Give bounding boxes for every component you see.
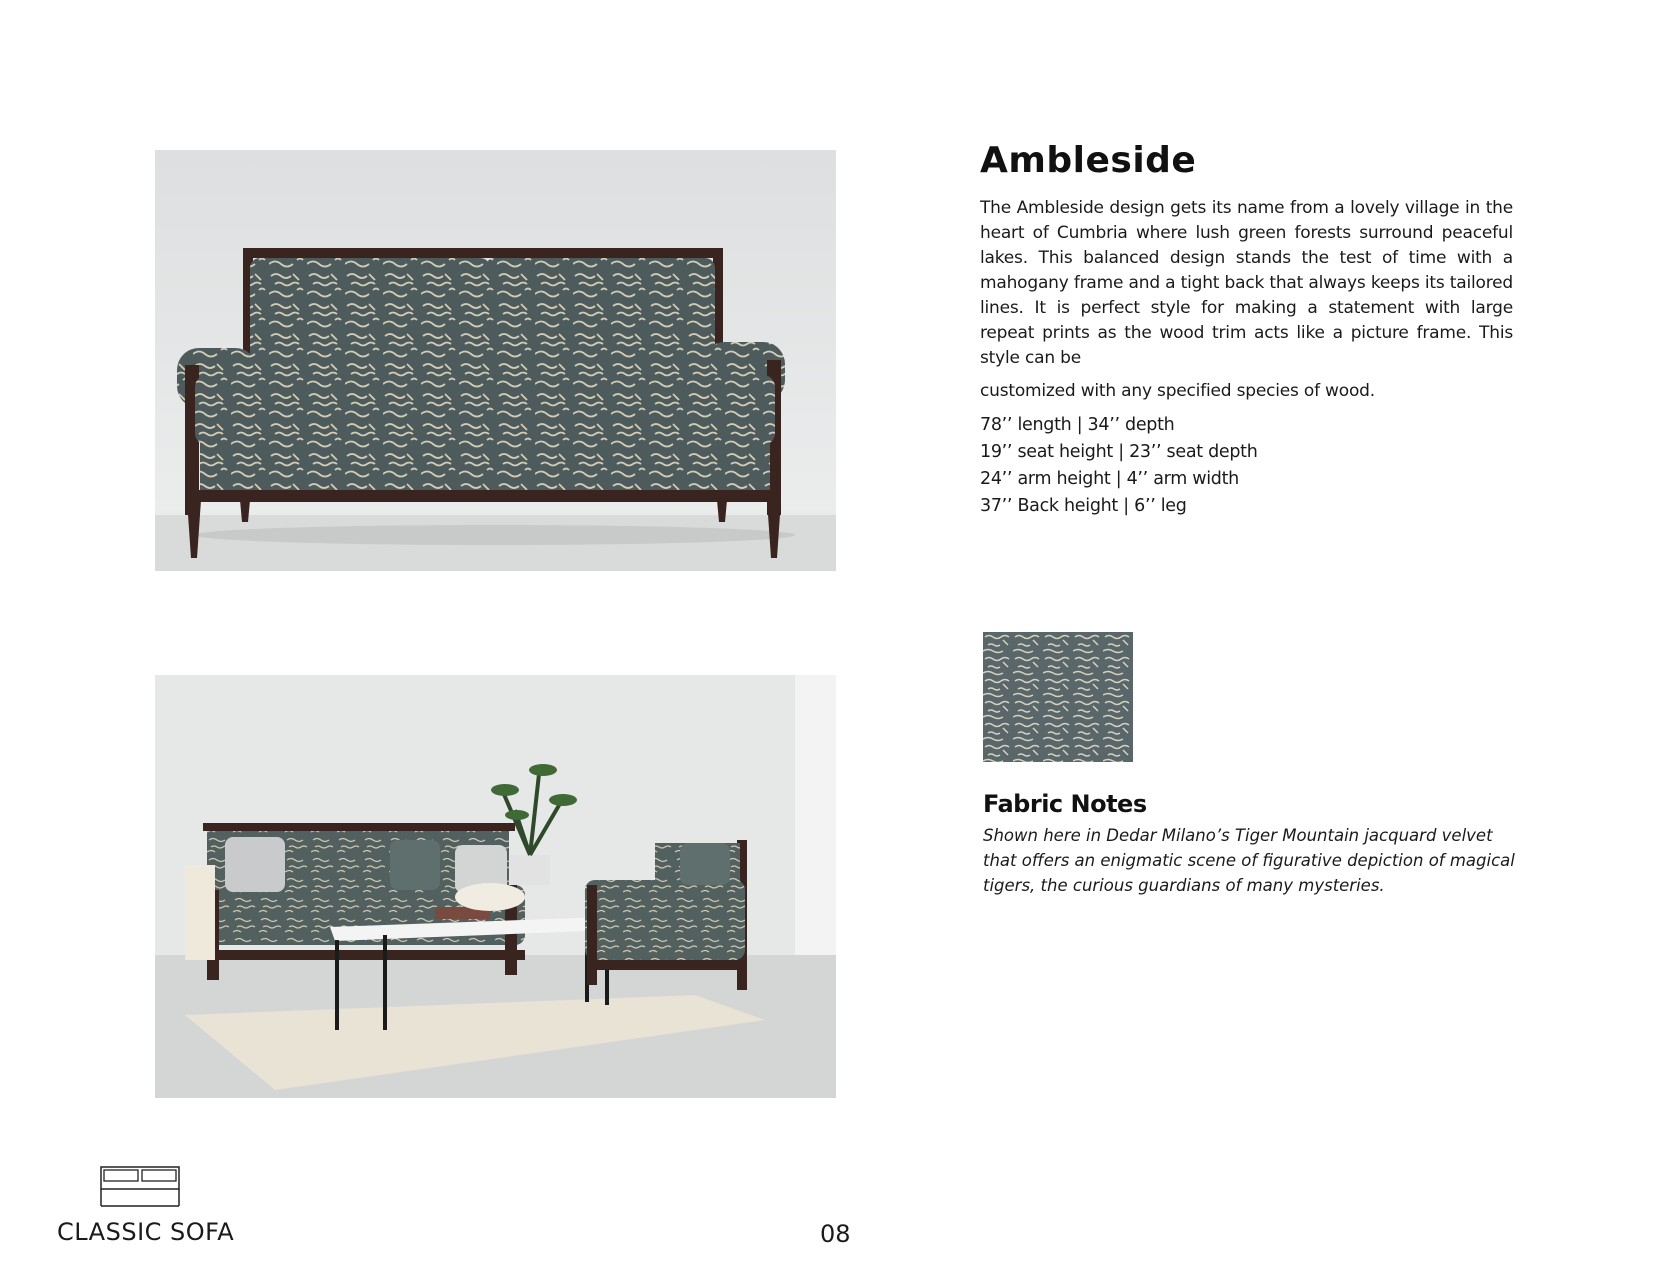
sofa-photo-room: [155, 675, 836, 1098]
description-last-line: customized with any specified species of wood.: [980, 381, 1375, 401]
sofa-icon: [100, 1166, 180, 1208]
dimension-line: 37’’ Back height | 6’’ leg: [980, 496, 1187, 516]
fabric-swatch: [983, 632, 1133, 762]
brand-name: CLASSIC SOFA: [57, 1218, 235, 1246]
fabric-notes-heading: Fabric Notes: [983, 790, 1147, 818]
fabric-notes-text: Shown here in Dedar Milano’s Tiger Mountain jacquard velvet that offers an enigmatic scene of figurative depiction of magical tigers, the curious guardians of many mysteries.: [983, 826, 1515, 895]
sofa-photo-front: [155, 150, 836, 571]
dimension-line: 24’’ arm height | 4’’ arm width: [980, 469, 1239, 489]
dimension-line: 78’’ length | 34’’ depth: [980, 415, 1175, 435]
page-number: 08: [820, 1220, 851, 1248]
description-main: The Ambleside design gets its name from a lovely village in the heart of Cumbria where lush green forests surround peaceful lakes. This balanced design stands the test of time with a mahogany frame and a tight back that always keeps its tailored lines. It is perfect style for making a statement with large repeat prints as the wood trim acts like a picture frame. This style can be: [980, 198, 1513, 368]
dimensions-list: [980, 412, 1258, 520]
product-description: [980, 196, 1513, 404]
dimension-line: 19’’ seat height | 23’’ seat depth: [980, 442, 1258, 462]
product-title: Ambleside: [980, 140, 1197, 181]
